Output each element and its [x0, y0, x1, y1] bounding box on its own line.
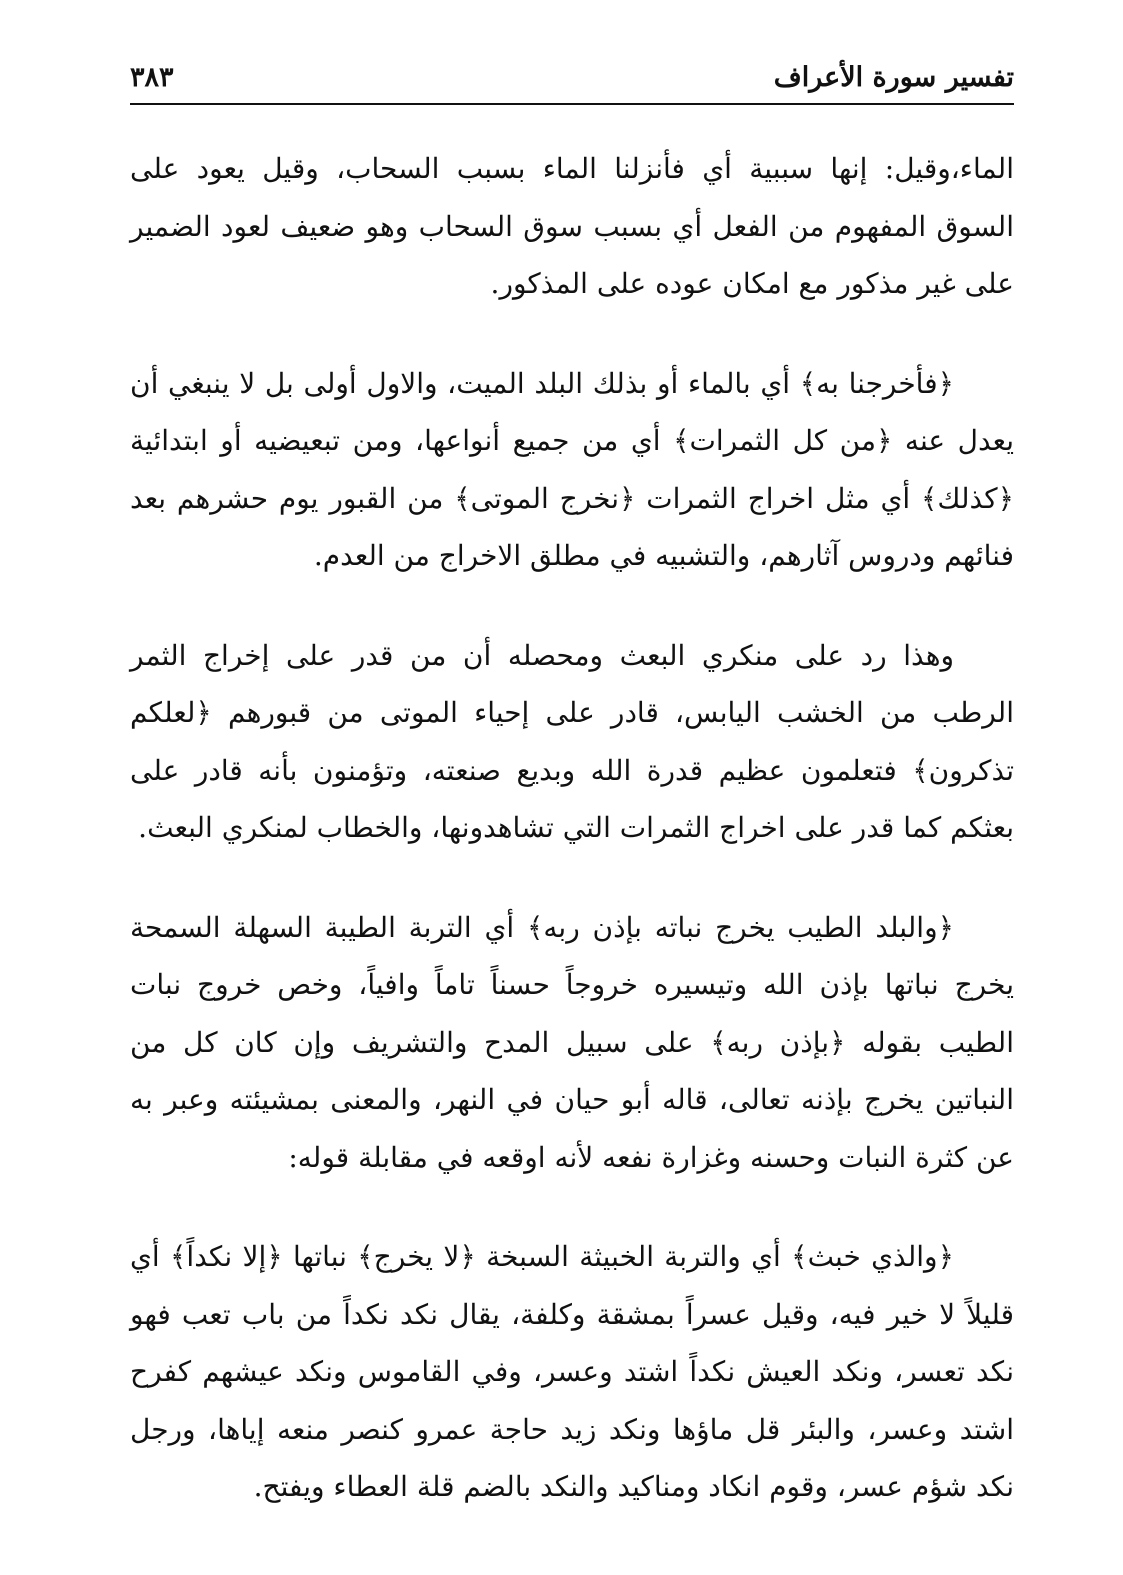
paragraph: ﴿والذي خبث﴾ أي والتربة الخبيثة السبخة ﴿لا يخرج﴾ نباتها ﴿إلا نكداً﴾ أي قليلاً لا خير فيه، وقيل عسراً بمشقة وكلفة، يقال نكد نكداً من باب تعب فهو نكد تعسر، ونكد العيش نكداً اشتد وعسر، وفي القاموس ونكد عيشهم كفرح اشتد وعسر، والبئر قل ماؤها ونكد زيد حاجة عمرو كنصر منعه إياها، ورجل نكد شؤم عسر، وقوم انكاد ومناكيد والنكد بالضم قلة العطاء ويفتح. — [130, 1240, 1014, 1503]
paragraph: ﴿والبلد الطيب يخرج نباته بإذن ربه﴾ أي التربة الطيبة السهلة السمحة يخرج نباتها بإذن الله وتيسيره خروجاً حسناً تاماً وافياً، وخص خروج نبات الطيب بقوله ﴿بإذن ربه﴾ على سبيل المدح والتشريف وإن كان كل من النباتين يخرج بإذنه تعالى، قاله أبو حيان في النهر، والمعنى بمشيئته وعبر به عن كثرة النبات وحسنه وغزارة نفعه لأنه اوقعه في مقابلة قوله: — [130, 910, 1014, 1174]
page-title: تفسير سورة الأعراف — [773, 62, 1014, 93]
header-divider — [130, 103, 1014, 105]
body-text — [130, 140, 1014, 1558]
paragraph: وهذا رد على منكري البعث ومحصله أن من قدر على إخراج الثمر الرطب من الخشب اليابس، قادر على إحياء الموتى من قبورهم ﴿لعلكم تذكرون﴾ فتعلمون عظيم قدرة الله وبديع صنعته، وتؤمنون بأنه قادر على بعثكم كما قدر على اخراج الثمرات التي تشاهدونها، والخطاب لمنكري البعث. — [130, 638, 1014, 844]
paragraph: ﴿فأخرجنا به﴾ أي بالماء أو بذلك البلد الميت، والاول أولى بل لا ينبغي أن يعدل عنه ﴿من كل الثمرات﴾ أي من جميع أنواعها، ومن تبعيضيه أو ابتدائية ﴿كذلك﴾ أي مثل اخراج الثمرات ﴿نخرج الموتى﴾ من القبور يوم حشرهم بعد فنائهم ودروس آثارهم، والتشبيه في مطلق الاخراج من العدم. — [130, 366, 1014, 572]
page-number: ٣٨٣ — [130, 62, 174, 93]
running-header — [130, 58, 1014, 104]
paragraph: الماء،وقيل: إنها سببية أي فأنزلنا الماء بسبب السحاب، وقيل يعود على السوق المفهوم من الفعل أي بسبب سوق السحاب وهو ضعيف لعود الضمير على غير مذكور مع امكان عوده على المذكور. — [130, 152, 1014, 300]
